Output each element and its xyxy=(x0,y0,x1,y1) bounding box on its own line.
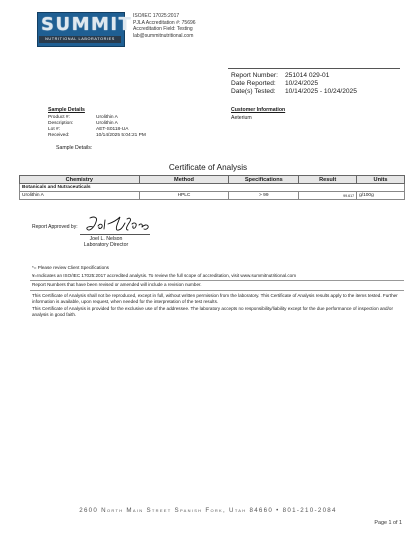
accreditation-number: PJLA Accreditation #: 75696 xyxy=(133,19,196,26)
table-row xyxy=(20,192,405,200)
accreditation-field: Accreditation Field: Testing xyxy=(133,26,193,33)
notes-divider-2 xyxy=(30,290,404,291)
product-label: Product #: xyxy=(48,115,70,120)
meta-divider xyxy=(228,68,400,69)
sample-details-label: Sample Details: xyxy=(56,145,93,151)
received-label: Received: xyxy=(48,133,70,139)
product-value: Urolithin A xyxy=(96,115,118,120)
lot-value: AET-S0118-UA xyxy=(96,127,129,133)
lot-label: Lot #: xyxy=(48,127,61,133)
report-number-label: Report Number: xyxy=(231,72,278,79)
signature-line xyxy=(80,234,150,235)
cell-units: g/100g xyxy=(357,192,405,200)
report-meta xyxy=(231,72,401,97)
sample-details-heading: Sample Details xyxy=(48,107,85,113)
date-tested-row xyxy=(231,88,401,96)
customer-info-heading: Customer Information xyxy=(231,107,286,113)
received-value: 10/14/2025 5:04:21 PM xyxy=(96,133,146,139)
cell-chemistry: Urolithin A xyxy=(20,192,140,200)
date-reported-row xyxy=(231,80,401,88)
results-table xyxy=(19,175,405,200)
col-specifications: Specifications xyxy=(229,176,299,184)
col-units: Units xyxy=(357,176,405,184)
received-row xyxy=(48,133,218,139)
category-row xyxy=(20,184,405,192)
report-number-row xyxy=(231,72,401,80)
col-method: Method xyxy=(139,176,229,184)
signer-block xyxy=(78,236,134,249)
logo-tagline: NUTRITIONAL LABORATORIES xyxy=(39,36,121,43)
col-result: Result xyxy=(299,176,357,184)
customer-info xyxy=(231,107,381,121)
accreditation-iso: ISO/IEC 17025:2017 xyxy=(133,13,180,19)
description-value: Urolithin A xyxy=(96,121,118,127)
page-number: Page 1 of 1 xyxy=(374,520,402,526)
results-header-row xyxy=(20,176,405,184)
footer-address: 2600 North Main Street Spanish Fork, Utah 84660 • 801-210-2084 xyxy=(79,507,337,514)
report-number: 251014 029-01 xyxy=(285,72,330,79)
disclaimer-liability: This Certificate of Analysis is provided for the exclusive use of the addressee. The laboratory accepts no responsibility/liability except for the due performance of inspection and/or analysis in good faith. xyxy=(32,306,393,317)
cell-method: HPLC xyxy=(139,192,229,200)
approved-by-label: Report Approved by: xyxy=(32,224,78,230)
signature-image xyxy=(84,214,154,236)
coa-title: Certificate of Analysis xyxy=(168,163,248,172)
cell-spec: > 99 xyxy=(229,192,299,200)
signer-name: Joel L. Nelson xyxy=(89,236,123,242)
signer-title: Laboratory Director xyxy=(83,242,129,249)
logo-wordmark: SUMMIT xyxy=(41,14,133,35)
date-tested: 10/14/2025 - 10/24/2025 xyxy=(285,88,357,96)
cell-result: 99.617 xyxy=(299,192,357,200)
note-iso: ¥=Indicates an ISO/IEC 17025:2017 accredited analysis. To review the full scope of accreditation, visit www.summitnutritional.com xyxy=(32,273,297,278)
description-label: Description: xyxy=(48,121,74,127)
category-label: Botanicals and Nutraceuticals xyxy=(20,184,405,192)
lab-email: lab@summitnutritional.com xyxy=(133,32,194,39)
col-chemistry: Chemistry xyxy=(20,176,140,184)
note-star: *= Please review Client Specifications xyxy=(32,265,109,270)
date-tested-label: Date(s) Tested: xyxy=(231,88,276,96)
notes-divider xyxy=(30,280,404,281)
note-amended: Report Numbers that have been revised or amended will include a revision number. xyxy=(32,282,202,287)
sample-details xyxy=(48,107,218,139)
date-reported: 10/24/2025 xyxy=(285,80,319,88)
accreditation-block xyxy=(133,13,253,39)
customer-name: Aeterium xyxy=(231,115,252,121)
date-reported-label: Date Reported: xyxy=(231,80,276,88)
disclaimer-reproduction: This Certificate of Analysis shall not be reproduced, except in full, without written permission from the laboratory. This Certificate of Analysis results apply to the items tested. Further information is available, upon request, when needed for the interpretation of the test results. xyxy=(32,293,398,304)
